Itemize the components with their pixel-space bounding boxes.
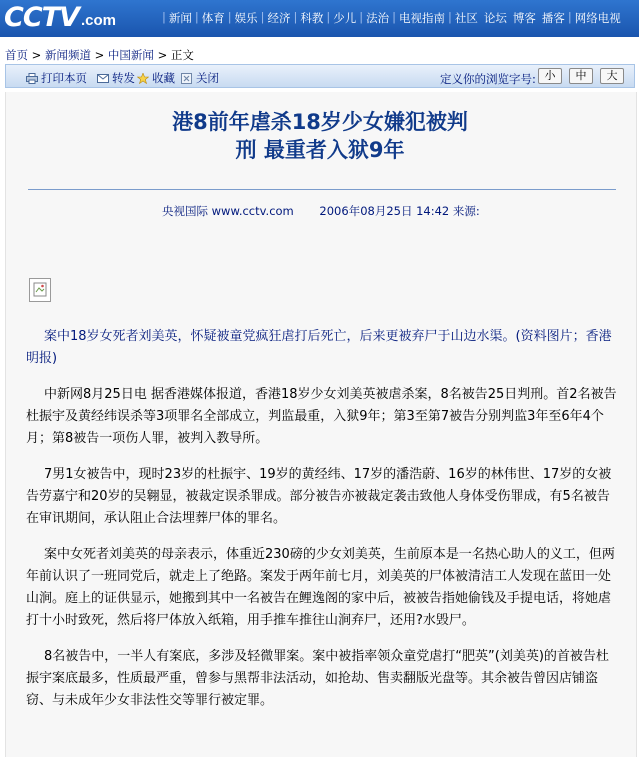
nav-law[interactable]: 法治 (366, 11, 390, 25)
nav-web-tv[interactable]: 网络电视 (574, 11, 621, 25)
nav-tv-guide[interactable]: 电视指南 (399, 11, 445, 25)
article-paragraph: 7男1女被告中，现时23岁的杜振宇、19岁的黄经纬、17岁的潘浩蔚、16岁的林伟世、17岁的女被告劳嘉宁和20岁的吴翱显，被裁定误杀罪成。部分被告亦被裁定袭击致他人身体受伤罪成，有5名被告在审讯期间，承认阻止合法埋葬尸体的罪名。 (26, 467, 612, 526)
logo-text: CCTV (4, 2, 79, 33)
top-nav: | 新闻 | 体育 | 娱乐 | 经济 | 科教 | 少儿 | 法治 | 电视指南 | 社区 论坛 博客 播客 | 网络电视 (162, 10, 624, 26)
nav-science[interactable]: 科教 (300, 11, 324, 25)
article-source: 央视国际 www.cctv.com (162, 204, 294, 218)
breadcrumb-separator: > (157, 48, 168, 62)
breadcrumb (5, 47, 194, 63)
printer-icon (26, 73, 38, 84)
title-line-1: 港8前年虐杀18岁少女嫌犯被判 (172, 110, 468, 134)
bookmark-label: 收藏 (152, 71, 175, 85)
article-meta (162, 203, 502, 219)
article-body (26, 326, 618, 726)
print-button[interactable] (26, 70, 87, 86)
nav-community[interactable]: 社区 (454, 11, 478, 25)
font-small-button[interactable]: 小 (538, 68, 562, 84)
forward-icon (97, 73, 109, 84)
close-label: 关闭 (196, 71, 219, 85)
article-paragraph: 8名被告中，一半人有案底，多涉及轻微罪案。案中被指率领众童党虐打“肥英”(刘美英)的首被告杜振宇案底最多，性质最严重，曾参与黑帮非法活动，如抢劫、售卖翻版光盘等。其余被告曾因店铺盗窃、与未成年少女非法性交等罪行被定罪。 (26, 649, 609, 708)
logo-suffix: .com (80, 12, 116, 29)
font-large-button[interactable]: 大 (600, 68, 624, 84)
forward-button[interactable] (97, 70, 135, 86)
cctv-logo[interactable] (4, 2, 116, 34)
nav-forum[interactable]: 论坛 (483, 11, 507, 25)
star-icon (137, 73, 149, 84)
forward-label: 转发 (112, 71, 135, 85)
bookmark-button[interactable] (137, 70, 175, 86)
image-placeholder-icon (30, 279, 50, 301)
image-caption: 案中18岁女死者刘美英，怀疑被童党疯狂虐打后死亡，后来更被弃尸于山边水渠。(资料图片；香港明报) (26, 329, 612, 366)
font-medium-button[interactable]: 中 (569, 68, 593, 84)
print-label: 打印本页 (41, 71, 87, 85)
broken-image-icon (29, 278, 51, 302)
article-paragraph: 案中女死者刘美英的母亲表示，体重近230磅的少女刘美英，生前原本是一名热心助人的义工，但两年前认识了一班同党后，就走上了绝路。案发于两年前七月，刘美英的尸体被清洁工人发现在蓝田一处山涧。庭上的证供显示，她搬到其中一名被告在鲤逸阁的家中后，被被告指她偷钱及手提电话，将她虐打十小时致死，然后将尸体放入纸箱，用手推车推往山涧弃尸，还用?水毁尸。 (26, 547, 615, 628)
close-icon (181, 73, 193, 84)
article-toolbar (5, 64, 635, 88)
nav-news[interactable]: 新闻 (168, 11, 192, 25)
article-paragraph: 中新网8月25日电 据香港媒体报道，香港18岁少女刘美英被虐杀案，8名被告25日判刑。首2名被告杜振宇及黄经纬误杀等3项罪名全部成立，判监最重，入狱9年；第3至第7被告分别判监3年至6年4个月；第8被告一项伤人罪，被判入教导所。 (26, 387, 617, 446)
nav-blog[interactable]: 博客 (512, 11, 536, 25)
breadcrumb-news-channel[interactable]: 新闻频道 (44, 48, 91, 62)
article-title (0, 108, 639, 164)
nav-economy[interactable]: 经济 (267, 11, 291, 25)
site-header (0, 0, 639, 37)
title-divider (28, 189, 616, 190)
breadcrumb-china-news[interactable]: 中国新闻 (107, 48, 154, 62)
breadcrumb-separator: > (31, 48, 42, 62)
font-size-label: 定义你的浏览字号: (440, 72, 536, 86)
nav-podcast[interactable]: 播客 (541, 11, 565, 25)
breadcrumb-current: 正文 (170, 48, 194, 62)
nav-kids[interactable]: 少儿 (333, 11, 357, 25)
nav-sports[interactable]: 体育 (201, 11, 225, 25)
breadcrumb-home[interactable]: 首页 (5, 48, 28, 62)
breadcrumb-separator: > (94, 48, 105, 62)
close-button[interactable] (181, 70, 219, 86)
article-datetime: 2006年08月25日 14:42 来源: (319, 204, 480, 218)
nav-entertainment[interactable]: 娱乐 (234, 11, 258, 25)
title-line-2: 刑 最重者入狱9年 (235, 138, 405, 162)
